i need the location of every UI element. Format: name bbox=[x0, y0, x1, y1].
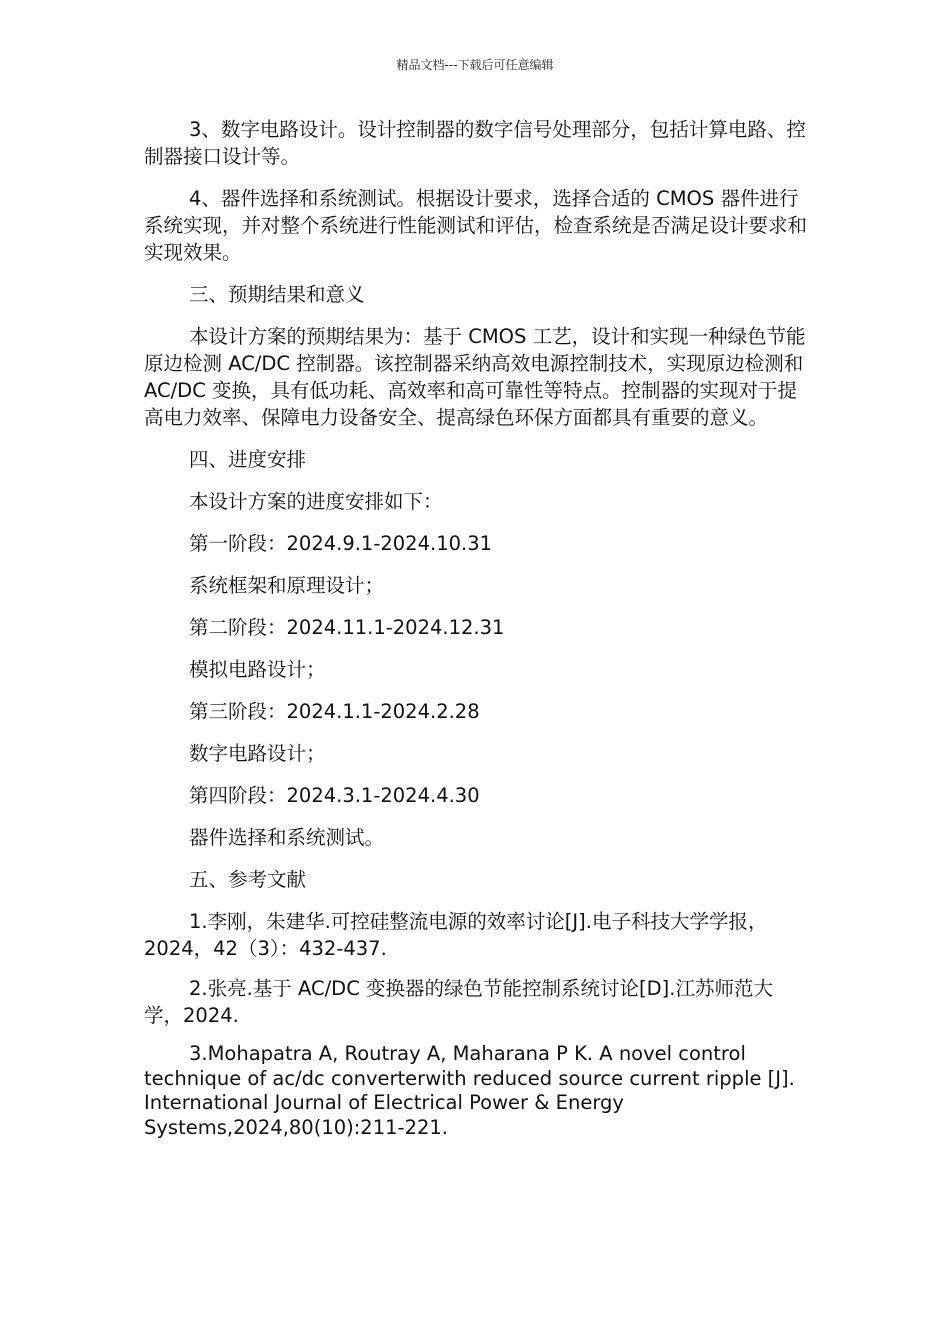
paragraph-device-selection: 4、器件选择和系统测试。根据设计要求，选择合适的 CMOS 器件进行系统实现，并对整个系统进行性能测试和评估，检查系统是否满足设计要求和实现效果。 bbox=[144, 187, 808, 264]
schedule-stage-2: 第二阶段：2024.11.1-2024.12.31 bbox=[189, 616, 505, 639]
heading-expected-results: 三、预期结果和意义 bbox=[189, 283, 365, 306]
schedule-stage-1-task: 系统框架和原理设计； bbox=[189, 574, 385, 597]
page-header: 精品文档---下载后可任意编辑 bbox=[396, 58, 554, 72]
paragraph-schedule-intro: 本设计方案的进度安排如下： bbox=[189, 490, 443, 513]
schedule-stage-3: 第三阶段：2024.1.1-2024.2.28 bbox=[189, 700, 480, 723]
reference-item-1: 1.李刚，朱建华.可控硅整流电源的效率讨论[J].电子科技大学学报，2024，42（3）：432-437. bbox=[144, 910, 768, 960]
reference-item-2: 2.张亮.基于 AC/DC 变换器的绿色节能控制系统讨论[D].江苏师范大学，2024. bbox=[144, 977, 773, 1027]
paragraph-digital-circuit: 3、数字电路设计。设计控制器的数字信号处理部分，包括计算电路、控制器接口设计等。 bbox=[144, 118, 806, 168]
paragraph-expected-results: 本设计方案的预期结果为：基于 CMOS 工艺，设计和实现一种绿色节能原边检测 AC/DC 控制器。该控制器采纳高效电源控制技术，实现原边检测和 AC/DC 变换，具有低功耗、高效率和高可靠性等特点。控制器的实现对于提高电力效率、保障电力设备安全、提高绿色环保方面都具有重要的意义。 bbox=[144, 325, 806, 429]
schedule-stage-4: 第四阶段：2024.3.1-2024.4.30 bbox=[189, 784, 480, 807]
schedule-stage-3-task: 数字电路设计； bbox=[189, 742, 326, 765]
document-body bbox=[144, 116, 810, 1153]
schedule-stage-1: 第一阶段：2024.9.1-2024.10.31 bbox=[189, 532, 493, 555]
reference-item-3: 3.Mohapatra A, Routray A, Maharana P K. A novel control technique of ac/dc converterwith reduced source current ripple [J]. International Journal of Electrical Power & Energy Systems,2024,80(10):211-221. bbox=[144, 1042, 795, 1139]
schedule-stage-4-task: 器件选择和系统测试。 bbox=[189, 826, 385, 849]
schedule-stage-2-task: 模拟电路设计； bbox=[189, 658, 326, 681]
heading-schedule: 四、进度安排 bbox=[189, 448, 307, 471]
heading-references: 五、参考文献 bbox=[189, 868, 307, 891]
